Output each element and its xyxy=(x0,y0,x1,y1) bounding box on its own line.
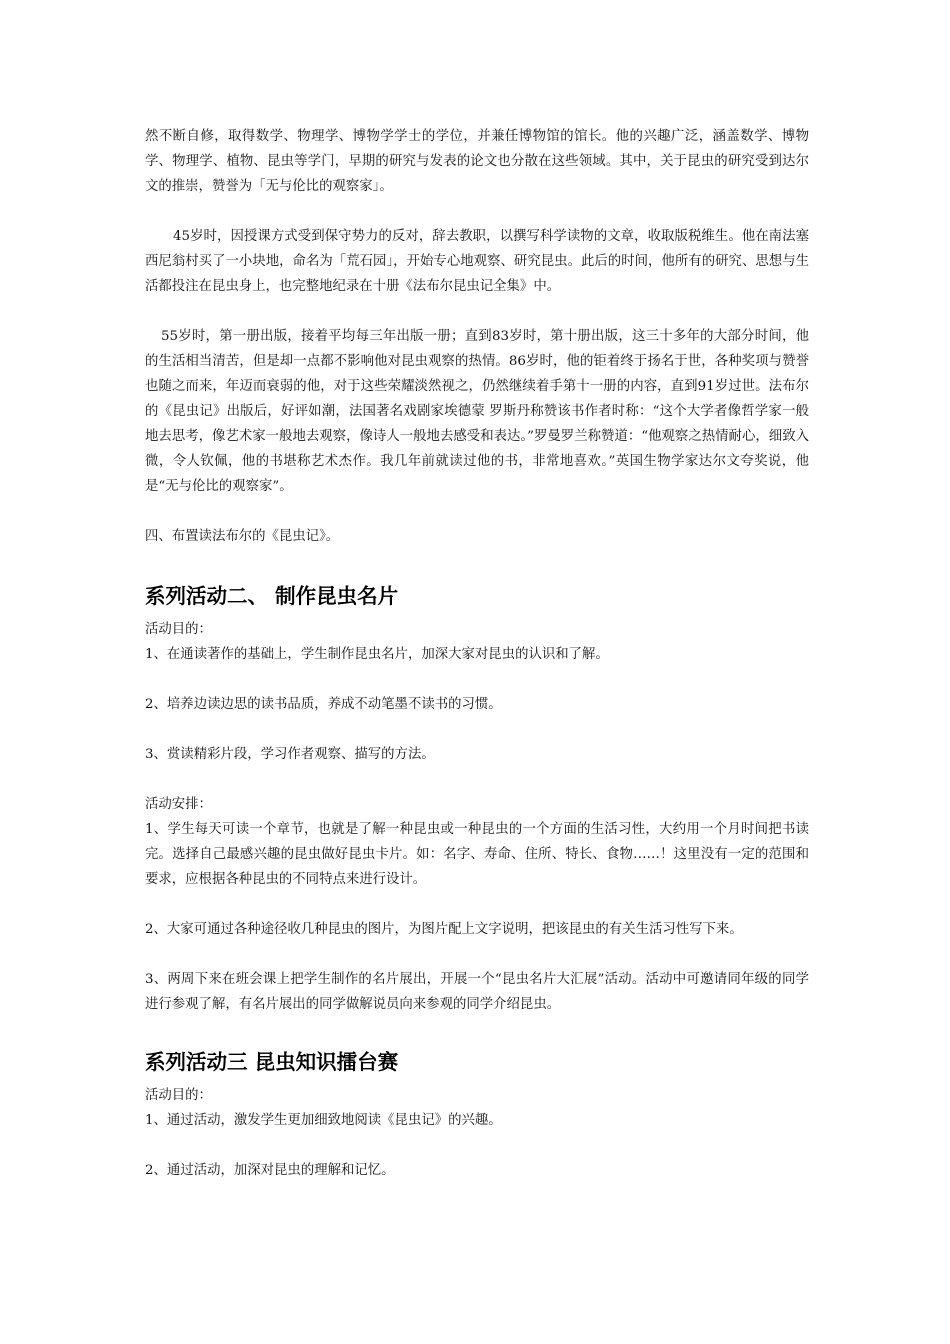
section-spacer xyxy=(145,549,809,581)
paragraph-spacer xyxy=(145,199,809,224)
section-2-goal-1: 1、在通读著作的基础上，学生制作昆虫名片，加深大家对昆虫的认识和了解。 xyxy=(145,647,609,662)
paragraph-spacer xyxy=(145,942,809,967)
section-2-plan-3: 3、两周下来在班会课上把学生制作的名片展出，开展一个“昆虫名片大汇展”活动。活动中可邀请同年级的同学进行参观了解，有名片展出的同学做解说员向来参观的同学介绍昆虫。 xyxy=(145,972,809,1012)
section-2-plan-label: 活动安排： xyxy=(145,797,212,812)
section-3-goal-2: 2、通过活动，加深对昆虫的理解和记忆。 xyxy=(145,1163,395,1178)
section-3-goal-1: 1、通过活动，激发学生更加细致地阅读《昆虫记》的兴趣。 xyxy=(145,1113,502,1128)
section-spacer xyxy=(145,1017,809,1047)
paragraph-spacer xyxy=(145,892,809,917)
intro-paragraph-2: 45岁时，因授课方式受到保守势力的反对，辞去教职，以撰写科学读物的文章，收取版税维生。他在南法塞西尼翁村买了一小块地，命名为「荒石园」，开始专心地观察、研究昆虫。此后的时间，他所有的研究、思想与生活都投注在昆虫身上，也完整地纪录在十册《法布尔昆虫记全集》中。 xyxy=(145,229,809,294)
paragraph-spacer xyxy=(145,499,809,524)
section-2-plan-2: 2、大家可通过各种途径收几种昆虫的图片，为图片配上文字说明，把该昆虫的有关生活习性写下来。 xyxy=(145,922,743,937)
paragraph-spacer xyxy=(145,717,809,742)
section-2-goal-2: 2、培养边读边思的读书品质，养成不动笔墨不读书的习惯。 xyxy=(145,697,502,712)
intro-paragraph-3: 55岁时，第一册出版，接着平均每三年出版一册；直到83岁时，第十册出版，这三十多年的大部分时间，他的生活相当清苦，但是却一点都不影响他对昆虫观察的热情。86岁时，他的钜着终于扬名于世，各种奖项与赞誉也随之而来，年迈而衰弱的他，对于这些荣耀淡然视之，仍然继续着手第十一册的内容，直到91岁过世。法布尔的《昆虫记》出版后，好评如潮，法国著名戏剧家埃德蒙 罗斯丹称赞该书作者时称：“这个大学者像哲学家一般地去思考，像艺术家一般地去观察，像诗人一般地去感受和表达。”罗曼罗兰称赞道：“他观察之热情耐心，细致入微，令人钦佩，他的书堪称艺术杰作。我几年前就读过他的书，非常地喜欢。”英国生物学家达尔文夸奖说，他是“无与伦比的观察家”。 xyxy=(145,329,809,494)
intro-paragraph-4: 四、布置读法布尔的《昆虫记》。 xyxy=(145,529,340,544)
intro-paragraph-1: 然不断自修，取得数学、物理学、博物学学士的学位，并兼任博物馆的馆长。他的兴趣广泛，涵盖数学、博物学、物理学、植物、昆虫等学门，早期的研究与发表的论文也分散在这些领域。其中，关于昆虫的研究受到达尔文的推崇，赞誉为「无与伦比的观察家」。 xyxy=(145,129,809,194)
document-page xyxy=(145,124,809,1183)
section-2-heading: 系列活动二、 制作昆虫名片 xyxy=(145,584,399,608)
section-2-plan-1: 1、学生每天可读一个章节，也就是了解一种昆虫或一种昆虫的一个方面的生活习性，大约用一个月时间把书读完。选择自己最感兴趣的昆虫做好昆虫卡片。如：名字、寿命、住所、特长、食物……！这里没有一定的范围和要求，应根据各种昆虫的不同特点来进行设计。 xyxy=(145,822,809,887)
paragraph-spacer xyxy=(145,767,809,792)
section-2-goal-3: 3、赏读精彩片段，学习作者观察、描写的方法。 xyxy=(145,747,435,762)
section-3-goal-label: 活动目的： xyxy=(145,1088,212,1103)
paragraph-spacer xyxy=(145,667,809,692)
paragraph-spacer xyxy=(145,299,809,324)
section-3-heading: 系列活动三 昆虫知识擂台赛 xyxy=(145,1050,399,1074)
section-2-goal-label: 活动目的： xyxy=(145,622,212,637)
paragraph-spacer xyxy=(145,1133,809,1158)
